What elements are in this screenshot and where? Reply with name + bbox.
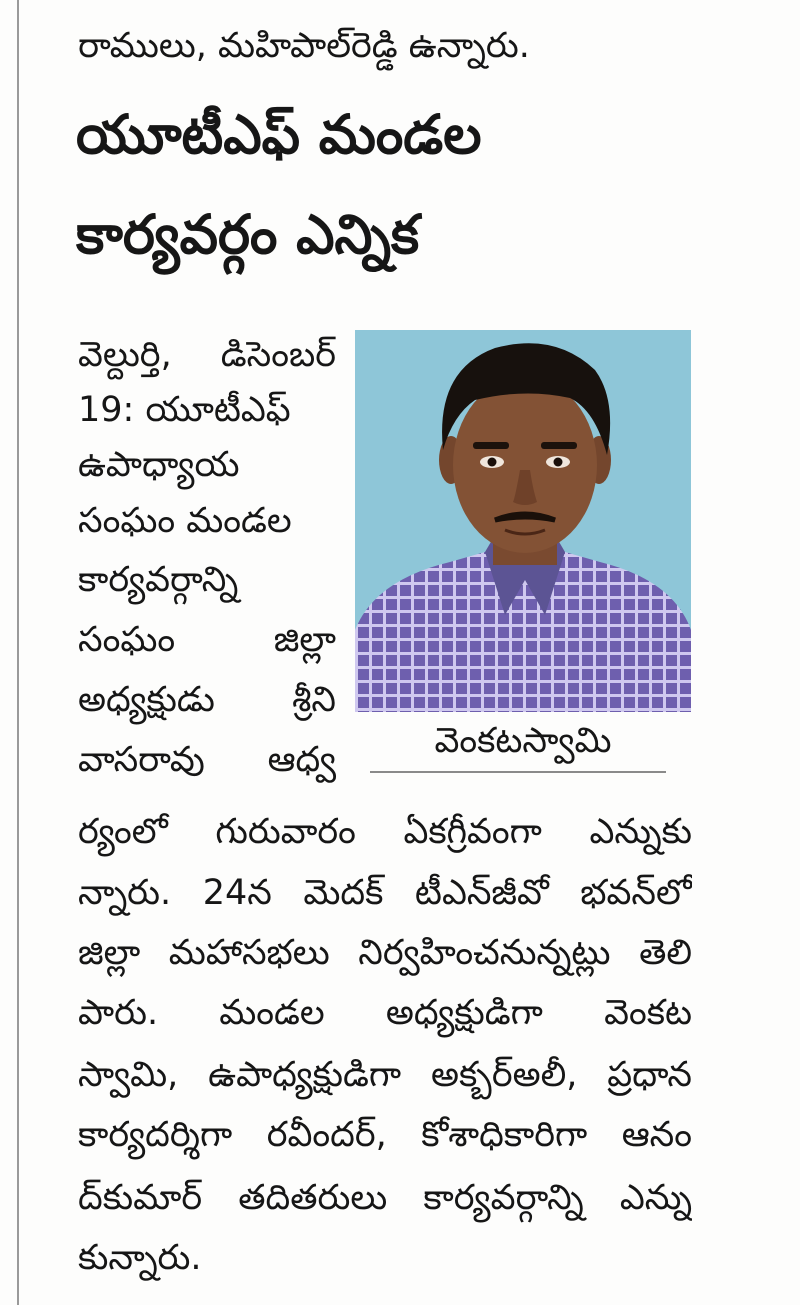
column-line: సంఘం మండల: [78, 501, 292, 541]
column-line: కార్యవర్గాన్ని: [78, 560, 239, 600]
mustache: [495, 514, 555, 520]
left-pupil: [488, 458, 497, 467]
body-line: జిల్లా మహాసభలు నిర్వహించనున్నట్లు తెలి: [78, 933, 692, 973]
preceding-article-line: రాములు, మహిపాల్‌రెడ్డి ఉన్నారు.: [78, 26, 530, 66]
photo-caption: వెంకటస్వామి: [434, 721, 612, 761]
caption-rule: [370, 771, 666, 773]
column-line: అధ్యక్షుడు శ్రీని: [78, 680, 336, 720]
body-line: స్వామి, ఉపాధ్యక్షుడిగా అక్బర్‌అలీ, ప్రధాన: [78, 1055, 692, 1095]
column-line: వెల్దుర్తి, డిసెంబర్: [78, 335, 336, 375]
left-eyebrow: [473, 442, 509, 449]
column-line: వాసరావు ఆధ్వ: [78, 740, 336, 780]
body-line: ద్‌కుమార్ తదితరులు కార్యవర్గాన్ని ఎన్ను: [78, 1178, 692, 1218]
headline-line-2: కార్యవర్గం ఎన్నిక: [76, 203, 420, 266]
portrait-photo: [355, 330, 691, 712]
body-line: ర్యంలో గురువారం ఏకగ్రీవంగా ఎన్నుకు: [78, 812, 692, 852]
headline-line-1: యూటీఎఫ్ మండల: [76, 103, 482, 166]
column-line: ఉపాధ్యాయ: [78, 445, 240, 485]
column-line: సంఘం జిల్లా: [78, 620, 336, 660]
body-line: కార్యదర్శిగా రవీందర్, కోశాధికారిగా ఆనం: [78, 1115, 692, 1155]
column-rule: [17, 0, 19, 1305]
body-line: కున్నారు.: [78, 1238, 202, 1278]
body-line: న్నారు. 24న మెదక్ టీఎన్‌జీవో భవన్‌లో: [78, 873, 692, 913]
body-line: పారు. మండల అధ్యక్షుడిగా వెంకట: [78, 993, 692, 1033]
column-line: 19: యూటీఎఫ్: [78, 390, 291, 430]
face: [453, 377, 597, 553]
right-eyebrow: [541, 442, 577, 449]
right-pupil: [554, 458, 563, 467]
